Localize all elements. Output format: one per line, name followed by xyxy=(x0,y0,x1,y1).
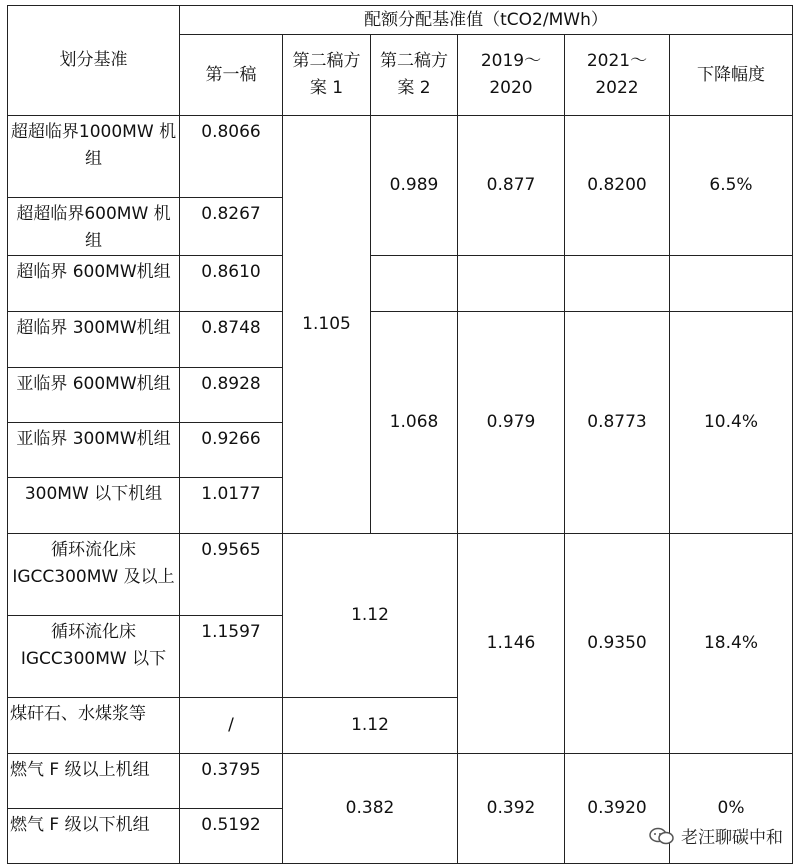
basis-cell: 超超临界600MW 机组 xyxy=(8,198,180,256)
basis-cell: 循环流化床IGCC300MW 以下 xyxy=(8,616,180,698)
y2021-continuation xyxy=(565,256,670,312)
allowance-benchmark-table xyxy=(7,5,793,864)
draft1-cell: 0.3795 xyxy=(180,754,283,809)
y2021-cell-d: 0.3920 xyxy=(565,754,670,864)
coal-plan1-cell: 1.105 xyxy=(283,116,371,534)
drop-continuation xyxy=(670,256,793,312)
y2019-cell-a: 0.877 xyxy=(458,116,565,256)
basis-cell: 超临界 600MW机组 xyxy=(8,256,180,312)
cfb-plan-cell: 1.12 xyxy=(283,534,458,698)
y2019-cell-b: 0.979 xyxy=(458,312,565,534)
draft1-cell: 0.9266 xyxy=(180,423,283,478)
draft1-cell: / xyxy=(180,698,283,754)
header-benchmark-group: 配额分配基准值（tCO2/MWh） xyxy=(180,6,793,35)
header-decline: 下降幅度 xyxy=(670,35,793,116)
draft1-cell: 0.8610 xyxy=(180,256,283,312)
drop-cell-b: 10.4% xyxy=(670,312,793,534)
basis-cell: 超超临界1000MW 机组 xyxy=(8,116,180,198)
drop-cell-d: 0% xyxy=(670,754,793,864)
gas-plan-cell: 0.382 xyxy=(283,754,458,864)
y2019-cell-d: 0.392 xyxy=(458,754,565,864)
draft1-cell: 0.8928 xyxy=(180,368,283,423)
header-2021-2022: 2021～2022 xyxy=(565,35,670,116)
basis-cell: 循环流化床IGCC300MW 及以上 xyxy=(8,534,180,616)
coal-plan2-cell-b: 1.068 xyxy=(371,312,458,534)
y2021-cell-c: 0.9350 xyxy=(565,534,670,754)
draft1-cell: 1.0177 xyxy=(180,478,283,534)
header-draft2-plan2: 第二稿方案 2 xyxy=(371,35,458,116)
y2021-cell-a: 0.8200 xyxy=(565,116,670,256)
drop-cell-a: 6.5% xyxy=(670,116,793,256)
draft1-cell: 1.1597 xyxy=(180,616,283,698)
header-draft2-plan1: 第二稿方案 1 xyxy=(283,35,371,116)
coal-plan2-cell-a: 0.989 xyxy=(371,116,458,256)
coal-plan2-continuation xyxy=(371,256,458,312)
watermark-text: 老汪聊碳中和 xyxy=(681,828,783,848)
basis-cell: 300MW 以下机组 xyxy=(8,478,180,534)
basis-cell: 超临界 300MW机组 xyxy=(8,312,180,368)
y2019-continuation xyxy=(458,256,565,312)
draft1-cell: 0.8748 xyxy=(180,312,283,368)
y2019-cell-c: 1.146 xyxy=(458,534,565,754)
watermark xyxy=(649,823,783,848)
basis-cell: 亚临界 300MW机组 xyxy=(8,423,180,478)
draft1-cell: 0.8267 xyxy=(180,198,283,256)
basis-cell: 煤矸石、水煤浆等 xyxy=(8,698,180,754)
y2021-cell-b: 0.8773 xyxy=(565,312,670,534)
basis-cell: 燃气 F 级以上机组 xyxy=(8,754,180,809)
header-draft1: 第一稿 xyxy=(180,35,283,116)
basis-cell: 亚临界 600MW机组 xyxy=(8,368,180,423)
wechat-icon xyxy=(649,827,675,845)
basis-cell: 燃气 F 级以下机组 xyxy=(8,809,180,864)
draft1-cell: 0.8066 xyxy=(180,116,283,198)
draft1-cell: 0.5192 xyxy=(180,809,283,864)
header-basis: 划分基准 xyxy=(8,6,180,116)
draft1-cell: 0.9565 xyxy=(180,534,283,616)
gangue-plan-cell: 1.12 xyxy=(283,698,458,754)
header-2019-2020: 2019～2020 xyxy=(458,35,565,116)
drop-cell-c: 18.4% xyxy=(670,534,793,754)
